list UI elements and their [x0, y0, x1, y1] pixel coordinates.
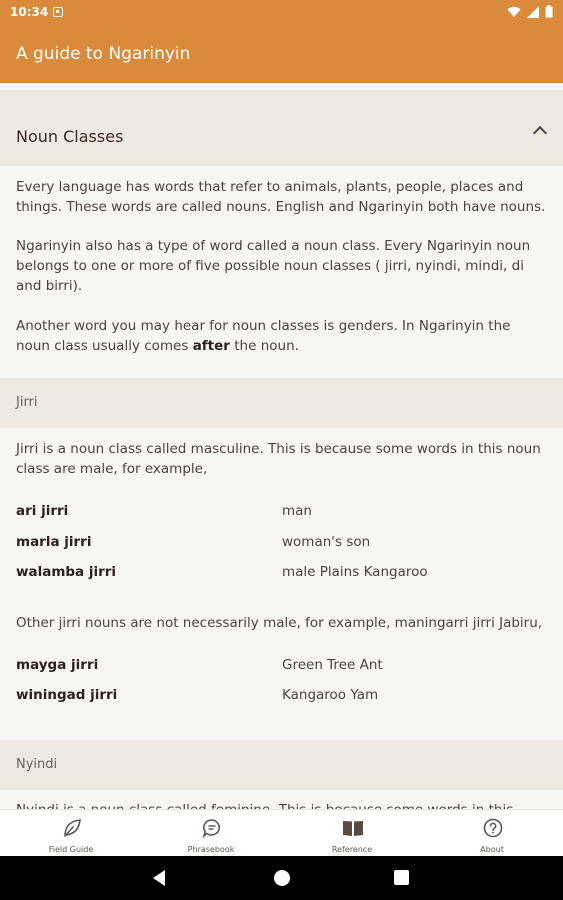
example-meaning: woman's son	[282, 534, 371, 550]
example-term: ari jirri	[16, 503, 69, 519]
chat-icon	[201, 818, 223, 838]
nav-about[interactable]	[422, 810, 562, 857]
nav-reference[interactable]	[282, 810, 422, 857]
leaf-icon	[61, 818, 83, 838]
example-meaning: Green Tree Ant	[282, 657, 383, 673]
home-icon[interactable]	[274, 870, 290, 886]
jirri-title: Jirri	[16, 395, 38, 410]
section-title: Noun Classes	[16, 127, 124, 146]
example-term: marla jirri	[16, 534, 92, 550]
nyindi-header	[0, 740, 563, 790]
nav-label: Field Guide	[48, 845, 94, 854]
nav-field-guide[interactable]	[1, 810, 141, 857]
example-meaning: Kangaroo Yam	[282, 687, 379, 703]
book-icon	[342, 818, 364, 838]
jirri-description-2: Other jirri nouns are not necessarily male, for example, maningarri jirri Jabiru,	[16, 615, 543, 631]
nav-label: Phrasebook	[187, 845, 235, 854]
status-time: 10:34	[10, 5, 49, 19]
content-scroll[interactable]	[0, 83, 563, 809]
nav-label: Reference	[331, 845, 373, 854]
example-meaning: man	[282, 503, 312, 519]
app-title: A guide to Ngarinyin	[16, 44, 191, 64]
recent-apps-icon[interactable]	[394, 870, 409, 885]
jirri-description: Jirri is a noun class called masculine. This is because some words in this noun class are male, for example,	[16, 441, 541, 477]
noun-classes-header[interactable]	[0, 90, 563, 166]
intro-p3-text: Another word you may hear for noun classes is genders. In Ngarinyin the noun class usually comes	[16, 318, 511, 354]
nav-label: About	[480, 845, 504, 854]
jirri-header	[0, 378, 563, 428]
chevron-up-icon[interactable]	[533, 126, 547, 140]
battery-icon	[545, 5, 553, 18]
intro-p3-emphasis: after	[192, 338, 230, 354]
signal-icon	[527, 6, 539, 18]
nyindi-title: Nyindi	[16, 757, 58, 772]
example-meaning: male Plains Kangaroo	[282, 564, 428, 580]
intro-p3-end: the noun.	[229, 338, 299, 354]
intro-paragraph-2: Ngarinyin also has a type of word called a noun class. Every Ngarinyin noun belongs to one or more of five possible noun classes ( jirri, nyindi, mindi, di and birri).	[16, 238, 531, 294]
nav-phrasebook[interactable]	[141, 810, 281, 857]
back-icon[interactable]	[153, 870, 165, 886]
intro-paragraph-1: Every language has words that refer to animals, plants, people, places and things. These words are called nouns. English and Ngarinyin both have nouns.	[16, 179, 546, 215]
status-bar	[0, 0, 563, 26]
app-bar	[0, 26, 563, 83]
wifi-icon	[507, 6, 521, 18]
system-navigation-bar	[0, 856, 563, 900]
example-term: walamba jirri	[16, 564, 117, 580]
example-term: mayga jirri	[16, 657, 99, 673]
example-term: winingad jirri	[16, 687, 118, 703]
bottom-navigation	[0, 809, 563, 856]
status-icons	[507, 5, 553, 18]
help-icon	[482, 818, 504, 838]
notification-icon	[53, 7, 63, 17]
intro-paragraph-3	[16, 316, 546, 356]
